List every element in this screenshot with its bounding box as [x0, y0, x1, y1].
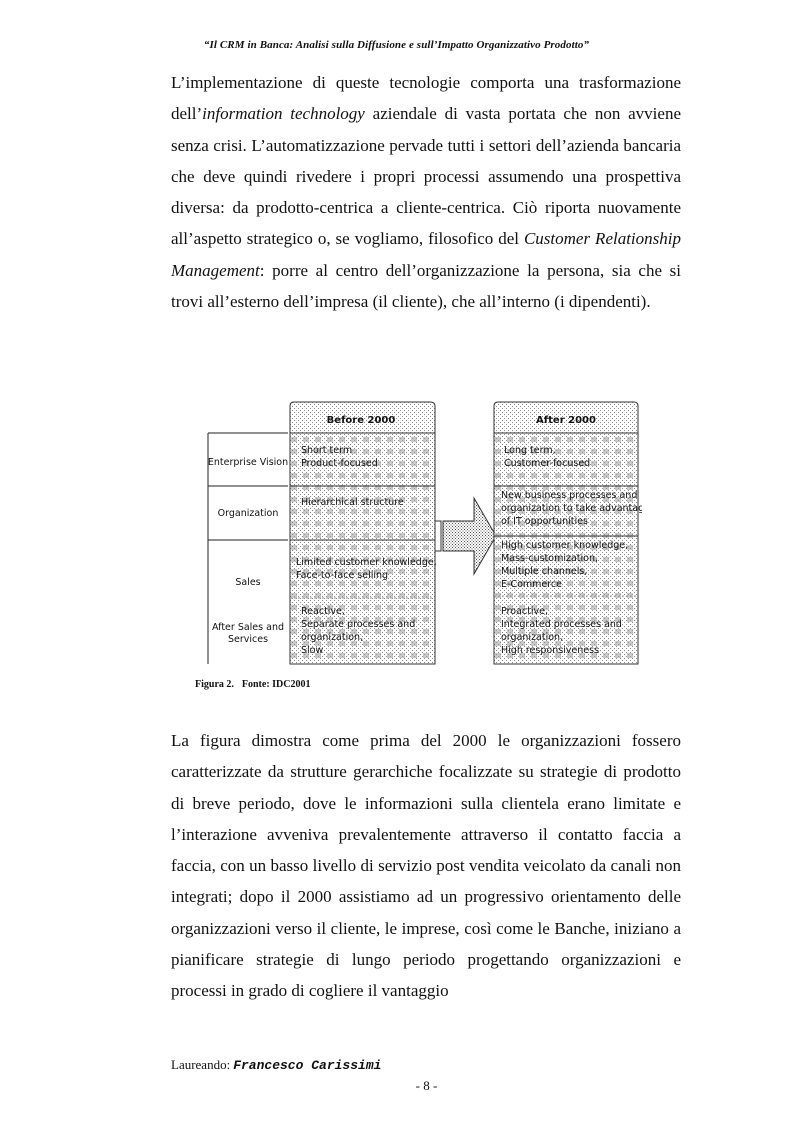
before-aftersales-line4: Slow — [301, 645, 324, 656]
paragraph-1-text-a: L’implementazione di queste tecnologie comporta una trasformazione dell’ — [171, 73, 681, 124]
paragraph-1-text-c: : porre al centro dell’organizzazione la persona, sia che si trovi all’esterno dell’impresa (il cliente), che all’interno (i dipendenti). — [171, 260, 681, 312]
after-aftersales-line1: Proactive, — [501, 606, 548, 617]
before-aftersales-line1: Reactive, — [301, 606, 345, 617]
paragraph-1 — [171, 67, 681, 317]
row-label-enterprise-vision: Enterprise Vision — [207, 457, 289, 468]
caption-label: Figura 2. — [195, 679, 234, 690]
after-sales-line3: Multiple channels, — [501, 566, 588, 577]
caption-source: Fonte: IDC2001 — [241, 679, 311, 690]
transition-arrow — [435, 498, 496, 574]
before-sales-line1: Limited customer knowledge, — [296, 557, 437, 568]
after-organization-line3: of IT opportunities — [501, 516, 588, 527]
after-aftersales-line3: organization, — [501, 632, 564, 643]
after-sales-line4: E-Commerce — [501, 579, 562, 590]
after-aftersales-line2: Integrated processes and — [501, 619, 622, 630]
after-aftersales-line4: High responsiveness — [501, 645, 600, 656]
before-sales-line2: Face-to-face selling — [296, 570, 389, 581]
after-vision-line2: Customer-focused — [504, 458, 591, 469]
footer-author-name: Francesco Carissimi — [233, 1058, 382, 1073]
before-aftersales-line2: Separate processes and — [301, 619, 416, 630]
figure-caption — [195, 679, 319, 690]
after-vision-line1: Long term, — [504, 445, 556, 456]
before-organization-line1: Hierarchical structure — [301, 497, 404, 508]
before-aftersales-line3: organization, — [301, 632, 364, 643]
before-vision-line1: Short term — [301, 445, 353, 456]
row-label-after-sales-line1: After Sales and — [211, 622, 285, 633]
running-header: “Il CRM in Banca: Analisi sulla Diffusione e sull’Impatto Organizzativo Prodotto” — [203, 39, 590, 51]
page-number: - 8 - — [415, 1078, 438, 1093]
row-label-after-sales-line2: Services — [227, 634, 269, 645]
after-sales-line1: High customer knowledge, — [501, 540, 629, 551]
after-2000-header: After 2000 — [536, 415, 596, 426]
footer-label: Laureando: — [171, 1057, 231, 1072]
before-vision-line2: Product-focused — [301, 458, 378, 469]
row-label-sales: Sales — [235, 577, 261, 588]
paragraph-1-italic-b: Customer Relationship Management — [171, 229, 681, 280]
after-organization-line1: New business processes and — [501, 490, 638, 501]
paragraph-1-text-b: aziendale di vasta portata che non avviene senza crisi. L’automatizzazione pervade tutti i settori dell’azienda bancaria che deve quindi rivedere i propri processi assumendo una prospettiva diversa: da prodotto-centrica a cliente-centrica. Ciò riporta nuovamente all’aspetto strategico o, se vogliamo, filosofico del — [171, 104, 681, 249]
paragraph-1-italic-a: information technology — [202, 104, 365, 124]
crm-comparison-figure — [206, 400, 642, 666]
after-organization-line2: organization to take advantage — [501, 503, 642, 514]
paragraph-2: La figura dimostra come prima del 2000 le organizzazioni fossero caratterizzate da strutture gerarchiche focalizzate su strategie di prodotto di breve periodo, dove le informazioni sulla clientela erano limitate e l’interazione avveniva prevalentemente attraverso il contatto faccia a faccia, con un basso livello di servizio post vendita veicolato da canali non integrati; dopo il 2000 assistiamo ad un progressivo orientamento delle organizzazioni verso il cliente, le imprese, così come le Banche, iniziano a pianificare strategie di lungo periodo progettando organizzazioni e processi in grado di cogliere il vantaggio — [171, 731, 681, 1001]
before-2000-header: Before 2000 — [326, 415, 396, 426]
footer-author — [171, 1057, 381, 1073]
row-label-organization: Organization — [217, 508, 279, 519]
figure-svg — [206, 400, 642, 666]
after-sales-line2: Mass-customization, — [501, 553, 598, 564]
